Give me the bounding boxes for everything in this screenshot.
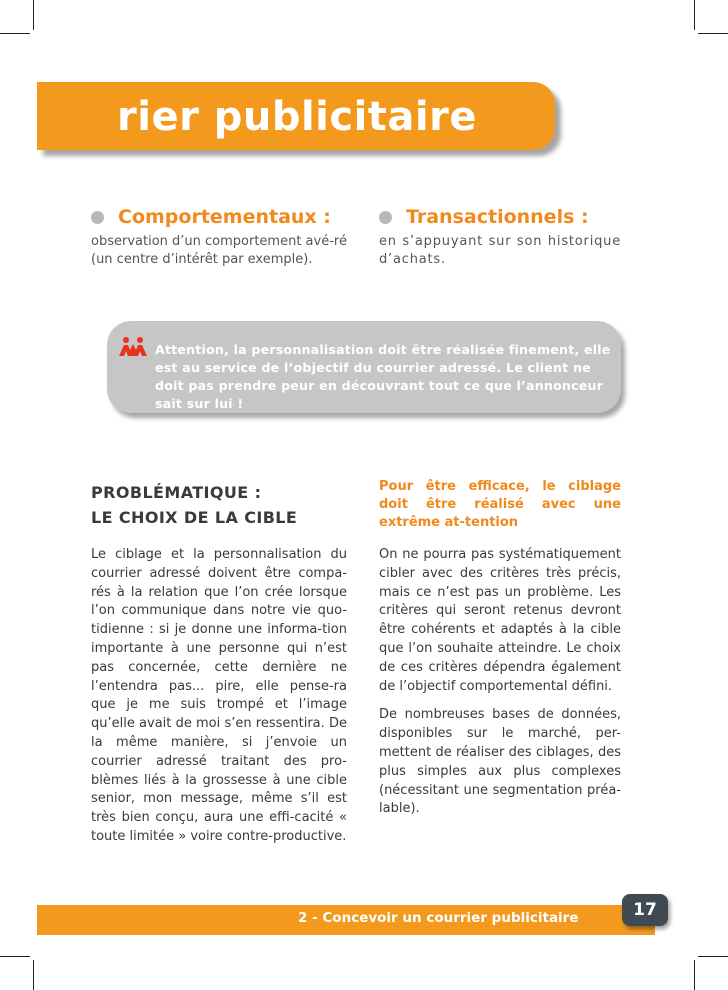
highlight-quote: Pour être efficace, le ciblage doit être réalisé avec une extrême at-tention (379, 479, 621, 530)
section-title-line1: PROBLÉMATIQUE : (91, 483, 262, 502)
crop-mark (694, 0, 695, 30)
right-paragraph-2: De nombreuses bases de données, disponibles sur le marché, per-mettent de réaliser des ciblages, des plus simples aux plus complexes (nécessitant une segmentation préa-lable). (379, 707, 621, 817)
left-column-text (91, 546, 347, 857)
people-warning-icon (118, 336, 148, 358)
bullet-icon (379, 211, 392, 224)
criterion-heading-label: Comportementaux : (118, 206, 331, 228)
criterion-text-comportementaux: observation d’un comportement avé-ré (un centre d’intérêt par exemple). (91, 234, 347, 267)
attention-text: Attention, la personnalisation doit être réalisée finement, elle est au service de l’objectif du courrier adressé. Le client ne doit pas prendre peur en découvrant tout ce que l’annonceur sait sur lui ! (155, 342, 611, 411)
section-title (91, 480, 351, 530)
page-number: 17 (633, 900, 657, 920)
crop-mark (0, 33, 30, 34)
crop-mark (698, 33, 728, 34)
footer-chapter: 2 - Concevoir un courrier publicitaire (298, 910, 579, 926)
crop-mark (33, 0, 34, 30)
crop-mark (33, 960, 34, 990)
criterion-heading-comportementaux (91, 206, 331, 228)
left-paragraph: Le ciblage et la personnalisation du courrier adressé doivent être compa-rés à la relation que l’on crée lorsque l’on communique dans notre vie quo-tidienne : si je donne une informa-tion importante à une personne qui n’est pas concernée, cette dernière ne l’entendra pas... pire, elle pense-ra que je me suis trompé et l’image qu’elle avait de moi s’en ressentira. De la même manière, si j’envoie un courrier adressé traitant des pro-blèmes liés à la grossesse à une cible senior, mon message, même s’il est très bien conçu, aura une effi-cacité « toute limitée » voire contre-productive. (91, 547, 347, 844)
crop-mark (698, 956, 728, 957)
section-title-line2: LE CHOIX DE LA CIBLE (91, 508, 298, 527)
crop-mark (694, 960, 695, 990)
crop-mark (0, 956, 30, 957)
criterion-text-transactionnels: en s’appuyant sur son historique d’achats. (379, 234, 621, 267)
right-column-text (379, 546, 621, 829)
right-paragraph-1: On ne pourra pas systématiquement cibler avec des critères très précis, mais ce n’est pas un problème. Les critères qui seront retenus devront être cohérents et adaptés à la cible que l’on souhaite atteindre. Le choix de ces critères dépendra également de l’objectif comportemental défini. (379, 547, 621, 694)
page-title: rier publicitaire (117, 94, 477, 140)
criterion-heading-transactionnels (379, 206, 589, 228)
bullet-icon (91, 211, 104, 224)
criterion-heading-label: Transactionnels : (406, 206, 589, 228)
